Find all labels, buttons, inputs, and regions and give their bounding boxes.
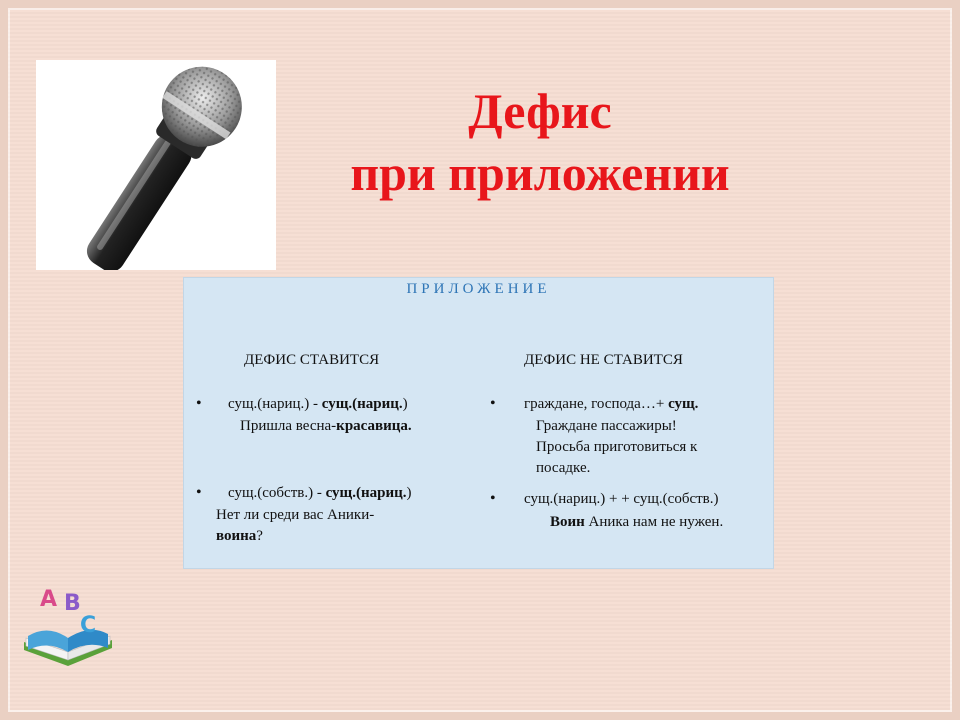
example-text-bold: красавица. [336, 418, 412, 434]
title-line-2: при приложении [350, 145, 730, 201]
right-rule-1 [524, 394, 698, 415]
rule-text-bold: сущ.(нариц. [325, 485, 407, 501]
example-line: Граждане пассажиры! [536, 418, 677, 434]
left-example-1 [240, 416, 412, 437]
rule-text: ) [402, 396, 408, 412]
svg-text:B: B [64, 591, 81, 616]
rule-text-bold: сущ. [668, 396, 699, 412]
slide-title [300, 80, 780, 204]
column-title-no-hyphen: ДЕФИС НЕ СТАВИТСЯ [524, 352, 683, 368]
example-text: Аника нам не нужен. [584, 514, 724, 530]
microphone-image [36, 60, 276, 270]
left-example-2 [216, 505, 436, 547]
example-line: посадке. [536, 460, 591, 476]
example-text: Пришла весна- [240, 418, 337, 434]
example-text-bold: воина [216, 528, 257, 544]
rule-text: сущ.(нариц.) - [228, 396, 322, 412]
bullet: • [196, 484, 202, 501]
left-rule-2 [228, 483, 411, 504]
example-text-bold: Воин [550, 514, 585, 530]
rule-text: граждане, господа…+ [524, 396, 669, 412]
example-text: ? [256, 528, 263, 544]
rule-text: сущ.(собств.) - [228, 485, 326, 501]
abc-book-icon [20, 580, 120, 670]
abc-book-image [20, 580, 120, 670]
rule-text-bold: сущ.(нариц. [321, 396, 403, 412]
svg-text:C: C [80, 613, 97, 638]
title-line-1: Дефис [468, 83, 612, 139]
left-rule-1 [228, 394, 408, 415]
bullet: • [196, 395, 202, 412]
right-example-2 [550, 512, 723, 533]
svg-text:A: A [40, 587, 58, 612]
rule-text: ) [406, 485, 412, 501]
column-title-hyphen: ДЕФИС СТАВИТСЯ [244, 352, 380, 368]
table-header: ПРИЛОЖЕНИЕ [406, 281, 551, 297]
example-line: Просьба приготовиться к [536, 439, 698, 455]
example-text: Нет ли среди вас Аники- [216, 507, 375, 523]
right-example-1 [536, 416, 697, 479]
bullet: • [490, 490, 496, 507]
apposition-table [183, 277, 774, 569]
bullet: • [490, 395, 496, 412]
right-rule-2: сущ.(нариц.) + + сущ.(собств.) [524, 491, 719, 507]
microphone-icon [36, 60, 276, 270]
